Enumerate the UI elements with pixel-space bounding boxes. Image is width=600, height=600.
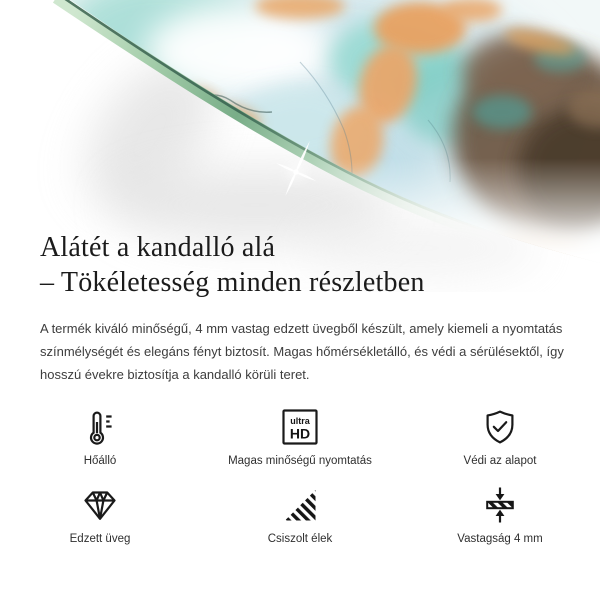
feature-label: Védi az alapot [463, 455, 537, 467]
feature-label: Magas minőségű nyomtatás [228, 455, 372, 467]
product-info-section [0, 230, 600, 545]
feature-label: Csiszolt élek [267, 533, 333, 545]
feature-protects-base [400, 407, 600, 467]
description-line: hosszú évekre biztosítja a kandalló körüli teret. [40, 367, 310, 382]
description-line: A termék kiváló minőségű, 4 mm vastag edzett üvegből készült, amely kiemeli a nyomtatás [40, 321, 563, 336]
beveled-edge-icon [280, 485, 320, 525]
product-description [40, 317, 580, 386]
feature-grid [0, 407, 600, 545]
feature-label: Hőálló [83, 455, 117, 467]
diamond-icon [80, 485, 120, 525]
svg-text:ultra: ultra [290, 415, 310, 426]
page-title-line1: Alátét a kandalló alá [40, 232, 276, 263]
feature-heat-resistant [0, 407, 200, 467]
feature-tempered-glass [0, 485, 200, 545]
feature-thickness [400, 485, 600, 545]
ultra-hd-icon [280, 407, 320, 447]
feature-polished-edges [200, 485, 400, 545]
page-title [40, 230, 580, 300]
thickness-icon [480, 485, 520, 525]
description-line: színmélységét és elegáns fényt biztosít. Magas hőmérsékletálló, és védi a sérülésektől, így [40, 344, 564, 359]
page-title-line2: – Tökéletesség minden részletben [40, 267, 425, 298]
shield-check-icon [480, 407, 520, 447]
svg-text:HD: HD [289, 425, 311, 442]
thermometer-icon [80, 407, 120, 447]
feature-label: Vastagság 4 mm [457, 533, 543, 545]
feature-high-quality-print [200, 407, 400, 467]
feature-label: Edzett üveg [69, 533, 131, 545]
